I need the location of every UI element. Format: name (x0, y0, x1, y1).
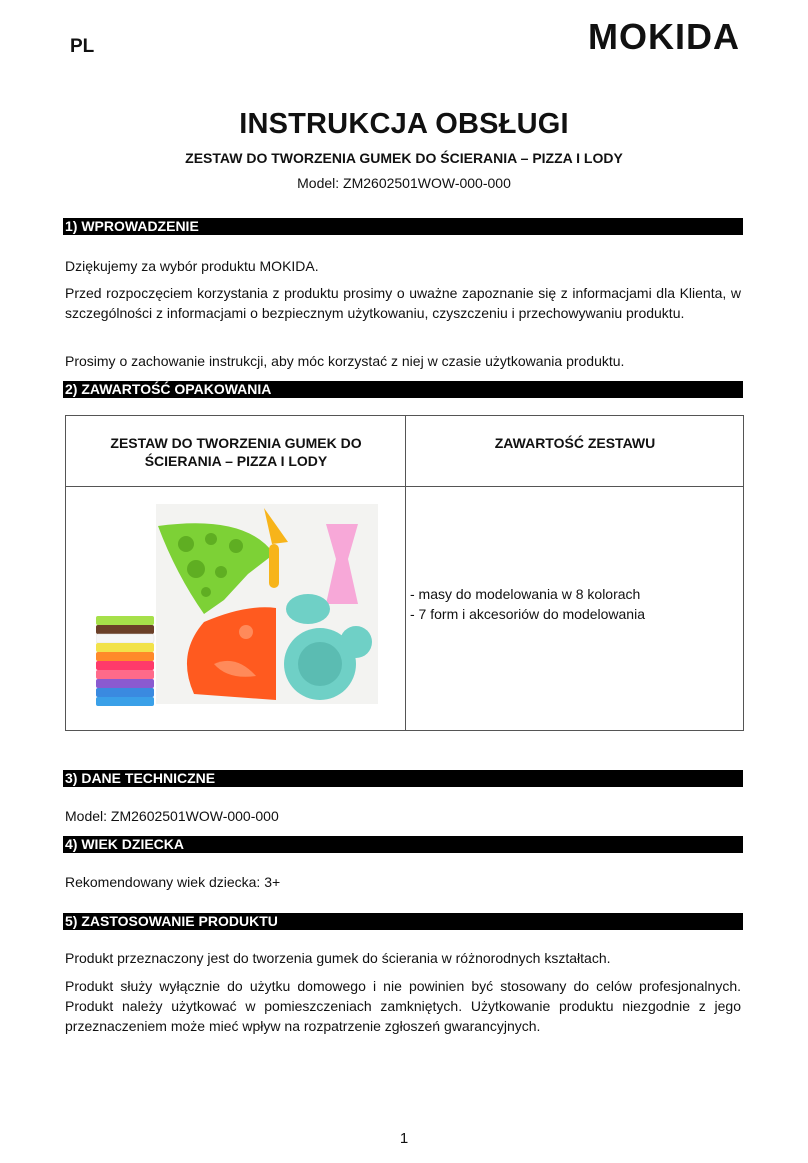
list-item: - masy do modelowania w 8 kolorach (410, 586, 641, 602)
technical-model: Model: ZM2602501WOW-000-000 (65, 808, 279, 824)
document-subtitle: ZESTAW DO TWORZENIA GUMEK DO ŚCIERANIA – PIZZA I LODY (185, 150, 623, 166)
page-number: 1 (399, 1130, 409, 1147)
table-header-set-name: ZESTAW DO TWORZENIA GUMEK DO ŚCIERANIA – PIZZA I LODY (110, 435, 362, 469)
product-use-paragraph-1: Produkt przeznaczony jest do tworzenia gumek do ścierania w różnorodnych kształtach. (65, 950, 611, 966)
model-line: Model: ZM2602501WOW-000-000 (297, 175, 511, 191)
document-title: INSTRUKCJA OBSŁUGI (239, 108, 569, 140)
intro-paragraph-2: Przed rozpoczęciem korzystania z produktu prosimy o uważne zapoznanie się z informacjami dla Klienta, w szczególności z informacjami o bezpiecznym użytkowaniu, czyszczeniu i przechowywaniu produktu. (65, 285, 741, 321)
section-heading-package-contents: 2) ZAWARTOŚĆ OPAKOWANIA (63, 381, 743, 398)
intro-paragraph-3: Prosimy o zachowanie instrukcji, aby móc korzystać z niej w czasie użytkowania produktu. (65, 353, 625, 369)
section-heading-technical-data: 3) DANE TECHNICZNE (63, 770, 743, 787)
product-use-paragraph-2: Produkt służy wyłącznie do użytku domowego i nie powinien być stosowany do celów profesjonalnych. Produkt należy użytkować w pomieszczeniach zamkniętych. Użytkowanie produktu niezgodnie z jego przeznaczeniem może mieć wpływ na rozpatrzenie zgłoszeń gwarancyjnych. (65, 978, 741, 1034)
language-code: PL (70, 36, 95, 57)
table-divider-vertical (405, 416, 406, 730)
contents-list (410, 584, 645, 624)
list-item: - 7 form i akcesoriów do modelowania (410, 606, 645, 622)
table-header-set-contents: ZAWARTOŚĆ ZESTAWU (494, 435, 656, 451)
table-divider-horizontal (66, 486, 743, 487)
section-heading-product-use: 5) ZASTOSOWANIE PRODUKTU (63, 913, 743, 930)
contents-table (65, 415, 744, 731)
section-heading-introduction: 1) WPROWADZENIE (63, 218, 743, 235)
clay-sticks (96, 616, 154, 706)
recommended-age: Rekomendowany wiek dziecka: 3+ (65, 874, 281, 890)
product-photo (96, 504, 378, 710)
svg-text:MOKIDA: MOKIDA (588, 18, 740, 54)
intro-paragraph-1: Dziękujemy za wybór produktu MOKIDA. (65, 258, 319, 274)
section-heading-child-age: 4) WIEK DZIECKA (63, 836, 743, 853)
brand-logo (554, 18, 740, 54)
